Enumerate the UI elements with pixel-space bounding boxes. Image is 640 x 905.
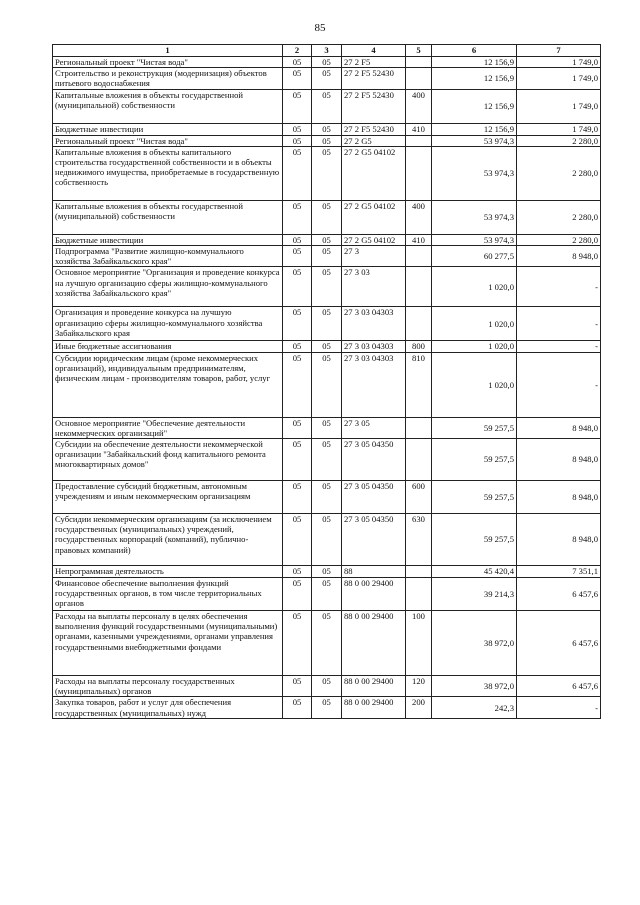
column-header: 2 [283, 45, 312, 57]
amount-column-6: 60 277,5 [432, 246, 517, 267]
amount-column-7: 2 280,0 [517, 234, 601, 245]
row-name: Подпрограмма "Развитие жилищно-коммунального хозяйства Забайкальского края" [53, 246, 283, 267]
section-code: 05 [283, 676, 312, 697]
table-row [53, 68, 601, 89]
table-row [53, 135, 601, 146]
row-name: Расходы на выплаты персоналу в целях обеспечения выполнения функций государственными (муниципальными) органами, казенными учреждениями, органами управления государственными внебюджетными фондами [53, 611, 283, 676]
subsection-code: 05 [312, 307, 342, 341]
section-code: 05 [283, 611, 312, 676]
section-code: 05 [283, 57, 312, 68]
expense-type-code [406, 135, 432, 146]
target-item-code: 27 2 G5 04102 [342, 234, 406, 245]
expense-type-code [406, 439, 432, 481]
section-code: 05 [283, 439, 312, 481]
amount-column-7: 7 351,1 [517, 566, 601, 578]
amount-column-7: 6 457,6 [517, 611, 601, 676]
row-name: Субсидии на обеспечение деятельности некоммерческой организации "Забайкальский фонд капитального ремонта многоквартирных домов" [53, 439, 283, 481]
section-code: 05 [283, 267, 312, 307]
column-header: 7 [517, 45, 601, 57]
target-item-code: 27 3 05 04350 [342, 439, 406, 481]
table-row [53, 89, 601, 123]
section-code: 05 [283, 566, 312, 578]
amount-column-6: 38 972,0 [432, 676, 517, 697]
row-name: Основное мероприятие "Организация и проведение конкурса на лучшую организацию сферы жилищно-коммунального хозяйства Забайкальского края" [53, 267, 283, 307]
page-number: 85 [314, 22, 326, 34]
table-row [53, 146, 601, 200]
subsection-code: 05 [312, 566, 342, 578]
table-row [53, 267, 601, 307]
target-item-code: 88 0 00 29400 [342, 578, 406, 611]
amount-column-6: 53 974,3 [432, 146, 517, 200]
amount-column-7: 2 280,0 [517, 135, 601, 146]
table-row [53, 200, 601, 234]
subsection-code: 05 [312, 611, 342, 676]
target-item-code: 27 2 F5 [342, 57, 406, 68]
subsection-code: 05 [312, 341, 342, 352]
amount-column-6: 59 257,5 [432, 439, 517, 481]
amount-column-6: 1 020,0 [432, 352, 517, 417]
section-code: 05 [283, 146, 312, 200]
amount-column-6: 12 156,9 [432, 57, 517, 68]
subsection-code: 05 [312, 697, 342, 718]
expense-type-code: 400 [406, 89, 432, 123]
table-row [53, 123, 601, 135]
row-name: Строительство и реконструкция (модернизация) объектов питьевого водоснабжения [53, 68, 283, 89]
subsection-code: 05 [312, 89, 342, 123]
expense-type-code [406, 146, 432, 200]
table-row [53, 566, 601, 578]
target-item-code: 88 0 00 29400 [342, 697, 406, 718]
table-row [53, 578, 601, 611]
amount-column-6: 1 020,0 [432, 267, 517, 307]
subsection-code: 05 [312, 417, 342, 438]
table-row [53, 439, 601, 481]
target-item-code: 27 2 G5 [342, 135, 406, 146]
target-item-code: 27 3 [342, 246, 406, 267]
section-code: 05 [283, 514, 312, 566]
subsection-code: 05 [312, 68, 342, 89]
amount-column-7: 2 280,0 [517, 146, 601, 200]
section-code: 05 [283, 697, 312, 718]
table-row [53, 481, 601, 514]
target-item-code: 27 3 03 [342, 267, 406, 307]
amount-column-7: - [517, 697, 601, 718]
table-row [53, 697, 601, 718]
expense-type-code [406, 267, 432, 307]
expense-type-code [406, 307, 432, 341]
amount-column-7: 1 749,0 [517, 68, 601, 89]
amount-column-6: 38 972,0 [432, 611, 517, 676]
section-code: 05 [283, 352, 312, 417]
target-item-code: 88 [342, 566, 406, 578]
amount-column-7: - [517, 341, 601, 352]
expense-type-code: 810 [406, 352, 432, 417]
expense-type-code: 800 [406, 341, 432, 352]
section-code: 05 [283, 135, 312, 146]
section-code: 05 [283, 246, 312, 267]
expense-type-code [406, 68, 432, 89]
column-header: 1 [53, 45, 283, 57]
target-item-code: 27 3 05 [342, 417, 406, 438]
expense-type-code [406, 578, 432, 611]
row-name: Непрограммная деятельность [53, 566, 283, 578]
table-row [53, 514, 601, 566]
target-item-code: 27 3 03 04303 [342, 352, 406, 417]
target-item-code: 27 2 F5 52430 [342, 123, 406, 135]
subsection-code: 05 [312, 57, 342, 68]
amount-column-6: 1 020,0 [432, 307, 517, 341]
row-name: Расходы на выплаты персоналу государственных (муниципальных) органов [53, 676, 283, 697]
amount-column-7: 6 457,6 [517, 578, 601, 611]
table-header-row [53, 45, 601, 57]
expense-type-code: 100 [406, 611, 432, 676]
amount-column-7: - [517, 352, 601, 417]
expense-type-code [406, 566, 432, 578]
table-row [53, 417, 601, 438]
subsection-code: 05 [312, 578, 342, 611]
expense-type-code [406, 246, 432, 267]
expense-type-code: 410 [406, 234, 432, 245]
amount-column-6: 12 156,9 [432, 68, 517, 89]
amount-column-7: 8 948,0 [517, 246, 601, 267]
row-name: Финансовое обеспечение выполнения функций государственных органов, в том числе территориальных органов [53, 578, 283, 611]
section-code: 05 [283, 234, 312, 245]
table-row [53, 234, 601, 245]
section-code: 05 [283, 578, 312, 611]
budget-table [52, 44, 601, 719]
row-name: Иные бюджетные ассигнования [53, 341, 283, 352]
amount-column-7: 8 948,0 [517, 481, 601, 514]
row-name: Основное мероприятие "Обеспечение деятельности некоммерческих организаций" [53, 417, 283, 438]
amount-column-6: 45 420,4 [432, 566, 517, 578]
target-item-code: 27 2 G5 04102 [342, 200, 406, 234]
subsection-code: 05 [312, 514, 342, 566]
target-item-code: 27 2 G5 04102 [342, 146, 406, 200]
row-name: Капитальные вложения в объекты капитального строительства государственной собственности и в объекты недвижимого имущества, приобретаемые в государственную собственность [53, 146, 283, 200]
table-row [53, 246, 601, 267]
table-row [53, 307, 601, 341]
amount-column-6: 53 974,3 [432, 200, 517, 234]
amount-column-6: 1 020,0 [432, 341, 517, 352]
amount-column-7: - [517, 307, 601, 341]
subsection-code: 05 [312, 123, 342, 135]
amount-column-7: 1 749,0 [517, 123, 601, 135]
section-code: 05 [283, 89, 312, 123]
table-row [53, 352, 601, 417]
subsection-code: 05 [312, 135, 342, 146]
subsection-code: 05 [312, 481, 342, 514]
target-item-code: 27 3 03 04303 [342, 341, 406, 352]
row-name: Бюджетные инвестиции [53, 123, 283, 135]
expense-type-code: 410 [406, 123, 432, 135]
row-name: Субсидии некоммерческим организациям (за исключением государственных (муниципальных) учреждений, государственных корпораций (компаний), публично-правовых компаний) [53, 514, 283, 566]
section-code: 05 [283, 68, 312, 89]
target-item-code: 27 2 F5 52430 [342, 68, 406, 89]
amount-column-6: 242,3 [432, 697, 517, 718]
row-name: Организация и проведение конкурса на лучшую организацию сферы жилищно-коммунального хозяйства Забайкальского края [53, 307, 283, 341]
row-name: Закупка товаров, работ и услуг для обеспечения государственных (муниципальных) нужд [53, 697, 283, 718]
expense-type-code: 630 [406, 514, 432, 566]
column-header: 3 [312, 45, 342, 57]
column-header: 5 [406, 45, 432, 57]
target-item-code: 27 2 F5 52430 [342, 89, 406, 123]
amount-column-7: 1 749,0 [517, 57, 601, 68]
column-header: 4 [342, 45, 406, 57]
row-name: Капитальные вложения в объекты государственной (муниципальной) собственности [53, 89, 283, 123]
row-name: Региональный проект "Чистая вода" [53, 57, 283, 68]
subsection-code: 05 [312, 267, 342, 307]
section-code: 05 [283, 307, 312, 341]
row-name: Региональный проект "Чистая вода" [53, 135, 283, 146]
amount-column-6: 53 974,3 [432, 234, 517, 245]
subsection-code: 05 [312, 246, 342, 267]
section-code: 05 [283, 341, 312, 352]
row-name: Капитальные вложения в объекты государственной (муниципальной) собственности [53, 200, 283, 234]
table-row [53, 341, 601, 352]
amount-column-7: 1 749,0 [517, 89, 601, 123]
target-item-code: 27 3 05 04350 [342, 514, 406, 566]
expense-type-code: 200 [406, 697, 432, 718]
subsection-code: 05 [312, 200, 342, 234]
expense-type-code [406, 417, 432, 438]
target-item-code: 88 0 00 29400 [342, 676, 406, 697]
section-code: 05 [283, 200, 312, 234]
amount-column-6: 59 257,5 [432, 481, 517, 514]
amount-column-7: - [517, 267, 601, 307]
amount-column-7: 8 948,0 [517, 439, 601, 481]
table-row [53, 57, 601, 68]
amount-column-6: 59 257,5 [432, 417, 517, 438]
expense-type-code [406, 57, 432, 68]
amount-column-6: 39 214,3 [432, 578, 517, 611]
subsection-code: 05 [312, 146, 342, 200]
target-item-code: 88 0 00 29400 [342, 611, 406, 676]
subsection-code: 05 [312, 234, 342, 245]
row-name: Субсидии юридическим лицам (кроме некоммерческих организаций), индивидуальным предпринимателям, физическим лицам - производителям товаров, работ, услуг [53, 352, 283, 417]
target-item-code: 27 3 03 04303 [342, 307, 406, 341]
target-item-code: 27 3 05 04350 [342, 481, 406, 514]
row-name: Бюджетные инвестиции [53, 234, 283, 245]
expense-type-code: 400 [406, 200, 432, 234]
section-code: 05 [283, 481, 312, 514]
amount-column-7: 2 280,0 [517, 200, 601, 234]
subsection-code: 05 [312, 676, 342, 697]
subsection-code: 05 [312, 439, 342, 481]
section-code: 05 [283, 123, 312, 135]
column-header: 6 [432, 45, 517, 57]
expense-type-code: 600 [406, 481, 432, 514]
table-row [53, 611, 601, 676]
amount-column-6: 12 156,9 [432, 89, 517, 123]
amount-column-7: 8 948,0 [517, 514, 601, 566]
amount-column-6: 59 257,5 [432, 514, 517, 566]
expense-type-code: 120 [406, 676, 432, 697]
amount-column-7: 8 948,0 [517, 417, 601, 438]
row-name: Предоставление субсидий бюджетным, автономным учреждениям и иным некоммерческим организациям [53, 481, 283, 514]
amount-column-6: 12 156,9 [432, 123, 517, 135]
table-row [53, 676, 601, 697]
amount-column-6: 53 974,3 [432, 135, 517, 146]
amount-column-7: 6 457,6 [517, 676, 601, 697]
subsection-code: 05 [312, 352, 342, 417]
section-code: 05 [283, 417, 312, 438]
